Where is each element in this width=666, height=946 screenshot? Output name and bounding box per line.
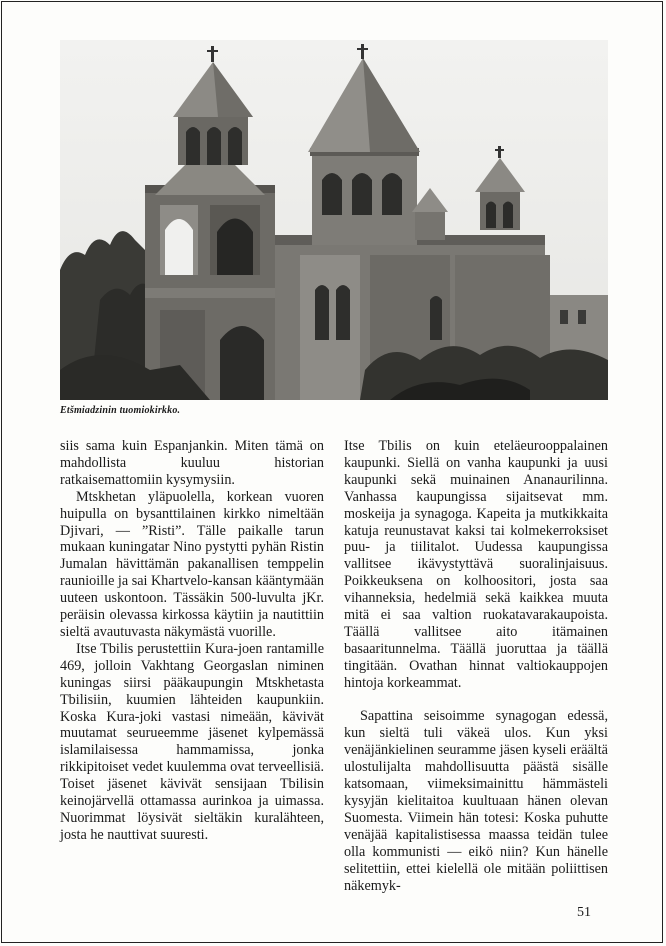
paragraph: Sapattina seisoimme synagogan edessä, kun sieltä tuli väkeä ulos. Kun yksi venäjänkielinen seuramme jäsen kyseli eräältä ulostulijalta mahdollisuutta päästä sisälle katsomaan, viimeksimainittu hämmästeli kysyjän kielitaitoa kuultuaan hänen olevan Suomesta. Viimein hän totesi: Koska puhutte venäjää kapitalistisessa maassa teidän tulee olla kommunisti — eikö niin? Kun hänelle selitettiin, ettei kielellä ole mitään poliittisen näkemyk- [344,708,608,894]
cathedral-photo [60,40,608,400]
paragraph: Mtskhetan yläpuolella, korkean vuoren huipulla on bysanttilainen kirkko nimeltään Djivari, — ”Risti”. Tälle paikalle tarun mukaan kuningatar Nino pystytti pyhän Ristin Jumalan hävittämän pakanallisen temppelin raunioille ja sai Khartvelo-kansan kääntymään uuteen uskontoon. Tässäkin 500-luvulta jKr. peräisin olevassa kirkossa käytiin ja nautittiin sieltä avautuvasta näkymästä vuorille. [60,488,324,640]
paragraph: Itse Tbilis perustettiin Kura-joen rantamille 469, jolloin Vakhtang Georgaslan niminen kuningas siirsi pääkaupungin Mtskhetasta Tbilisiin, kuumien lähteiden kaupunkiin. Koska Kura-joki vastasi nimeään, kävivät muutamat seurueemme jäsenet kylpemässä islamilaisessa hammamissa, jonka rikkipitoiset vedet kuulemma ovat terveellisiä. Toiset jäsenet kävivät sensijaan Tbilisin keinojärvellä ottamassa aurinkoa ja uimassa. Nuorimmat löysivät sieltäkin kuralähteen, josta he nauttivat suuresti. [60,640,324,843]
paragraph: siis sama kuin Espanjankin. Miten tämä on mahdollista kuuluu historian ratkaisemattomiin kysymysiin. [60,438,324,488]
text-column-right [344,438,608,894]
page-number: 51 [577,905,591,920]
photo-caption: Etšmiadzinin tuomiokirkko. [60,405,181,416]
text-column-left [60,438,324,844]
paragraph: Itse Tbilis on kuin eteläeurooppalainen kaupunki. Siellä on vanha kaupunki ja uusi kaupunki sekä muinainen Ananaurilinna. Vanhassa kaupungissa sijaitsevat mm. moskeija ja synagoga. Kapeita ja mutkikkaita katuja reunustavat kaksi tai kolmekerroksiset puu- ja tiilitalot. Uudessa kaupungissa vallitsee ikävystyttävä suoralinjaisuus. Poikkeuksena on kolhoositori, josta saa vihanneksia, hedelmiä sekä kaikkea muuta mitä ei saa valtion ruokatavarakaupoista. Täällä vallitsee aito itämainen basaaritunnelma. Täällä juoruttaa ja täällä tingitään. Ovathan hinnat valtiokauppojen hintoja korkeammat. [344,438,608,691]
